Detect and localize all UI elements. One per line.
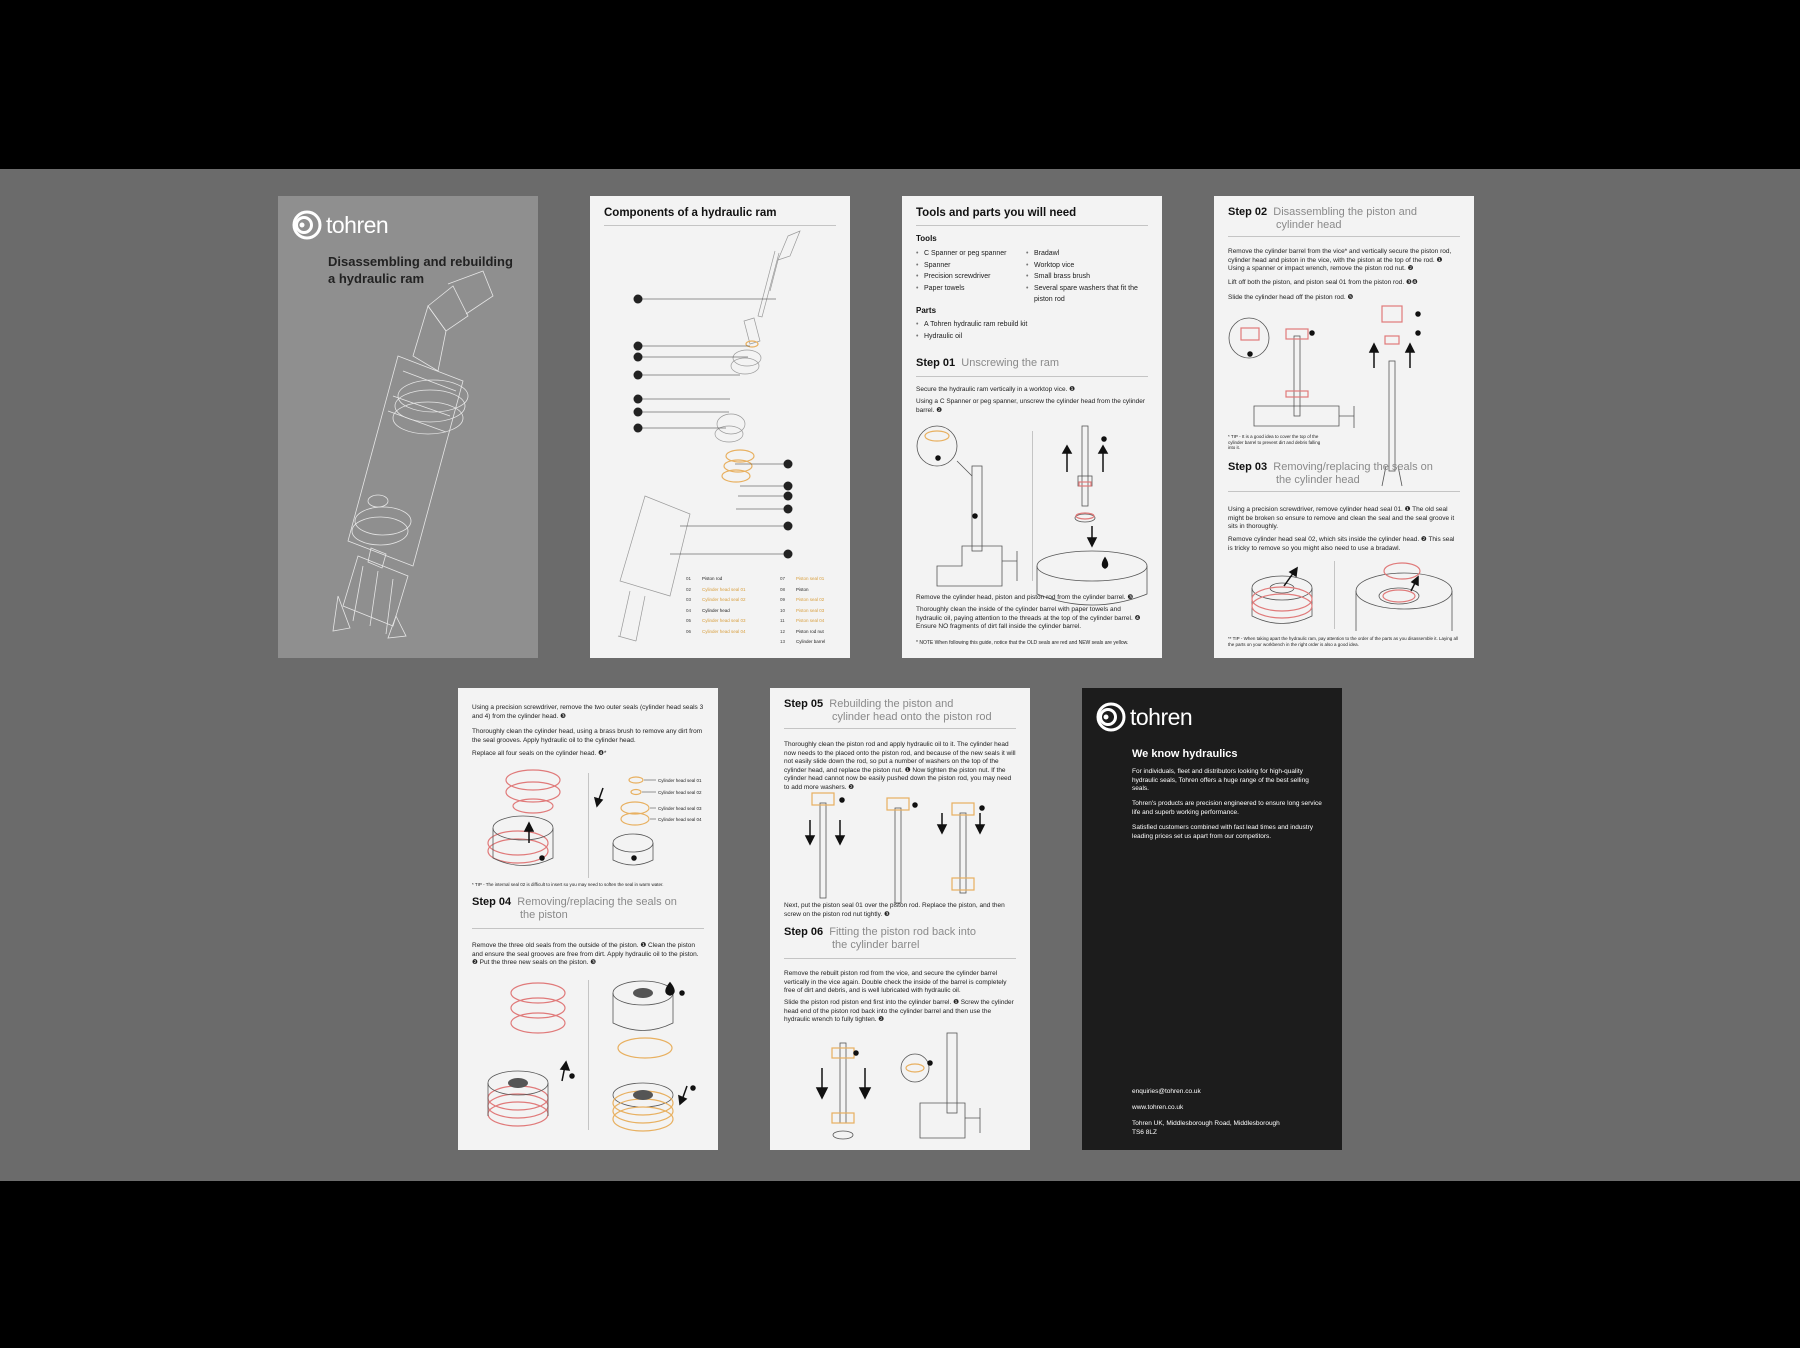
step-04-page <box>458 688 718 1150</box>
list-item: • Several spare washers that fit the piston rod <box>1026 283 1150 306</box>
seal-label: Cylinder head seal 03 <box>658 806 702 811</box>
step-text: Using a precision screwdriver, remove the two outer seals (cylinder head seals 3 and 4) from the cylinder head. ❸ <box>472 704 704 720</box>
parts-list-row: 04 Cylinder head <box>686 607 730 613</box>
list-item: • Bradawl <box>1026 248 1150 260</box>
contact-website[interactable]: www.tohren.co.uk <box>1132 1104 1184 1111</box>
step-text: Secure the hydraulic ram vertically in a worktop vice. ❶ <box>916 386 1075 393</box>
parts-list-row: 12 Piston rod nut <box>780 628 824 634</box>
step-06-illustration <box>770 688 1030 1150</box>
step-text: Lift off both the piston, and piston seal 01 from the piston rod. ❸❹ <box>1228 279 1418 286</box>
piston-seals-illustration <box>458 688 718 1150</box>
parts-list-left <box>686 574 746 637</box>
components-page <box>590 196 850 658</box>
step-04-heading: Step 04 Removing/replacing the seals on the piston <box>472 896 677 921</box>
back-cover-page <box>1082 688 1342 1150</box>
parts-list-row: 06 Cylinder head seal 04 <box>686 628 746 634</box>
seal-label: Cylinder head seal 04 <box>658 817 702 822</box>
seal-label: Cylinder head seal 02 <box>658 790 702 795</box>
step-text: Remove the cylinder barrel from the vice* and vertically secure the piston rod, cylinder head and piston in the vice, with the piston at the top of the rod. ❶ Using a spanner or impact wrench, remove the piston rod nut. ❷ <box>1228 248 1452 272</box>
step-06-heading: Step 06 Fitting the piston rod back into the cylinder barrel <box>784 926 977 951</box>
back-heading: We know hydraulics <box>1132 748 1238 760</box>
step-03-heading: Step 03 Removing/replacing the seals on the cylinder head <box>1228 461 1433 486</box>
list-item: • C Spanner or peg spanner <box>916 248 1024 260</box>
cover-title: Disassembling and rebuilding a hydraulic ram <box>328 254 513 286</box>
step-text: Using a C Spanner or peg spanner, unscrew the cylinder head from the cylinder barrel. ❷ <box>916 398 1146 414</box>
step-text: Thoroughly clean the inside of the cylinder barrel with paper towels and hydraulic oil, paying attention to the threads at the top of the cylinder barrel. ❹ Ensure NO fragments of dirt fall inside the cylinder barrel. <box>916 606 1141 630</box>
parts-list-row: 07 Piston seal 01 <box>780 576 825 581</box>
parts-heading: Parts <box>916 306 937 315</box>
step-text: Using a precision screwdriver, remove cylinder head seal 01. ❶ The old seal might be broken so ensure to remove and clean the seal and the seal groove it sits in thoroughly. <box>1228 506 1455 530</box>
parts-list-row: 10 Piston seal 03 <box>780 607 825 613</box>
step-text: Thoroughly clean the cylinder head, using a brass brush to remove any dirt from the seal grooves. Apply hydraulic oil to the cylinder head. <box>472 728 703 744</box>
back-text: For individuals, fleet and distributors looking for high-quality hydraulic seals, Tohren offers a huge range of the best selling seals. <box>1132 768 1309 792</box>
tip: ** TIP - When taking apart the hydraulic ram, pay attention to the order of the parts as you disassemble it. Laying all the parts on your workbench in the right order is also a good idea. <box>1228 636 1458 647</box>
back-text: Tohren's products are precision engineered to ensure long service life and superb working performance. <box>1132 800 1322 816</box>
parts-list-row: 09 Piston seal 02 <box>780 597 825 602</box>
step-text: Remove the cylinder head, piston and piston rod from the cylinder barrel. ❸ <box>916 594 1134 601</box>
list-item: • A Tohren hydraulic ram rebuild kit <box>916 319 1146 331</box>
page-title: Tools and parts you will need <box>916 207 1077 219</box>
tip: * TIP - It is a good idea to cover the top of the cylinder barrel to prevent dirt and debris falling into it. <box>1228 434 1321 450</box>
seal-label: Cylinder head seal 01 <box>658 778 702 783</box>
tip: * TIP - The internal seal 02 is difficult to insert so you may need to soften the seal in warm water. <box>472 882 664 887</box>
back-text: Satisfied customers combined with fast lead times and industry leading prices set us apart from our competitors. <box>1132 824 1314 840</box>
step-03-illustration <box>1214 196 1474 658</box>
step-text: Remove cylinder head seal 02, which sits inside the cylinder head. ❷ This seal is tricky to remove so you might also need to use a bradawl. <box>1228 536 1455 552</box>
page-title: Components of a hydraulic ram <box>604 207 777 219</box>
list-item: • Hydraulic oil <box>916 331 1146 343</box>
brand-name: tohren <box>326 211 389 238</box>
step-02-heading: Step 02 Disassembling the piston and cylinder head <box>1228 206 1417 231</box>
list-item: • Paper towels <box>916 283 1024 295</box>
parts-list-row: 02 Cylinder head seal 01 <box>686 586 746 592</box>
step-text: Thoroughly clean the piston rod and apply hydraulic oil to it. The cylinder head now needs to the placed onto the piston rod, and because of the new seals it will not easily slide down the rod, so put a number of washers on the top of the cylinder head, and replace the piston nut. ❶ Now tighten the piston nut. If the cylinder head cannot now be easily pushed down the piston rod, you may need to add more washers. ❷ <box>784 741 1016 791</box>
step-text: Slide the cylinder head off the piston rod. ❺ <box>1228 294 1354 301</box>
list-item: • Precision screwdriver <box>916 271 1024 283</box>
step-text: Slide the piston rod piston end first into the cylinder barrel. ❶ Screw the cylinder head end of the piston rod back into the cylinder barrel and then use the hydraulic wrench to fully tighten. ❷ <box>784 999 1014 1023</box>
step-02-page <box>1214 196 1474 658</box>
brand-logo <box>1096 702 1192 732</box>
list-item: • Worktop vice <box>1026 260 1150 272</box>
parts-list-row: 01 Piston rod <box>686 576 723 581</box>
parts-list-row: 13 Cylinder barrel <box>780 639 826 644</box>
note: * NOTE When following this guide, notice that the OLD seals are red and NEW seals are yellow. <box>916 640 1129 646</box>
list-item: • Small brass brush <box>1026 271 1150 283</box>
step-05-page <box>770 688 1030 1150</box>
parts-list-right <box>780 574 825 648</box>
parts-list-row: 03 Cylinder head seal 02 <box>686 597 746 602</box>
parts-list-row: 05 Cylinder head seal 03 <box>686 618 746 623</box>
brand-name: tohren <box>1130 703 1193 730</box>
step-05-heading: Step 05 Rebuilding the piston and cylinder head onto the piston rod <box>784 698 992 723</box>
step-text: Replace all four seals on the cylinder head. ❹* <box>472 750 607 757</box>
cover-page <box>278 196 538 658</box>
parts-list-row: 08 Piston <box>780 586 809 592</box>
hydraulic-ram-wireframe <box>278 196 538 658</box>
contact-email[interactable]: enquiries@tohren.co.uk <box>1132 1088 1201 1095</box>
step-text: Next, put the piston seal 01 over the piston rod. Replace the piston, and then screw on the piston rod nut tightly. ❸ <box>784 902 1005 918</box>
contact-address: Tohren UK, Middlesborough Road, Middlesborough TS6 8LZ <box>1132 1120 1280 1136</box>
tohren-logo-icon <box>1096 702 1126 732</box>
step-01-heading: Step 01 Unscrewing the ram <box>916 357 1060 369</box>
parts-list-row: 11 Piston seal 04 <box>780 618 825 623</box>
tools-heading: Tools <box>916 234 937 243</box>
step-01-illustration <box>902 196 1162 658</box>
step-text: Remove the three old seals from the outside of the piston. ❶ Clean the piston and ensure the seal grooves are free from dirt. Apply hydraulic oil to the piston. ❷ Put the three new seals on the piston. ❸ <box>472 942 699 966</box>
step-text: Remove the rebuilt piston rod from the vice, and secure the cylinder barrel vertically in the vice again. Double check the inside of the barrel is completely free of dirt and debris, and is well lubricated with hydraulic oil. <box>784 970 1007 994</box>
tools-page <box>902 196 1162 658</box>
list-item: • Spanner <box>916 260 1024 272</box>
